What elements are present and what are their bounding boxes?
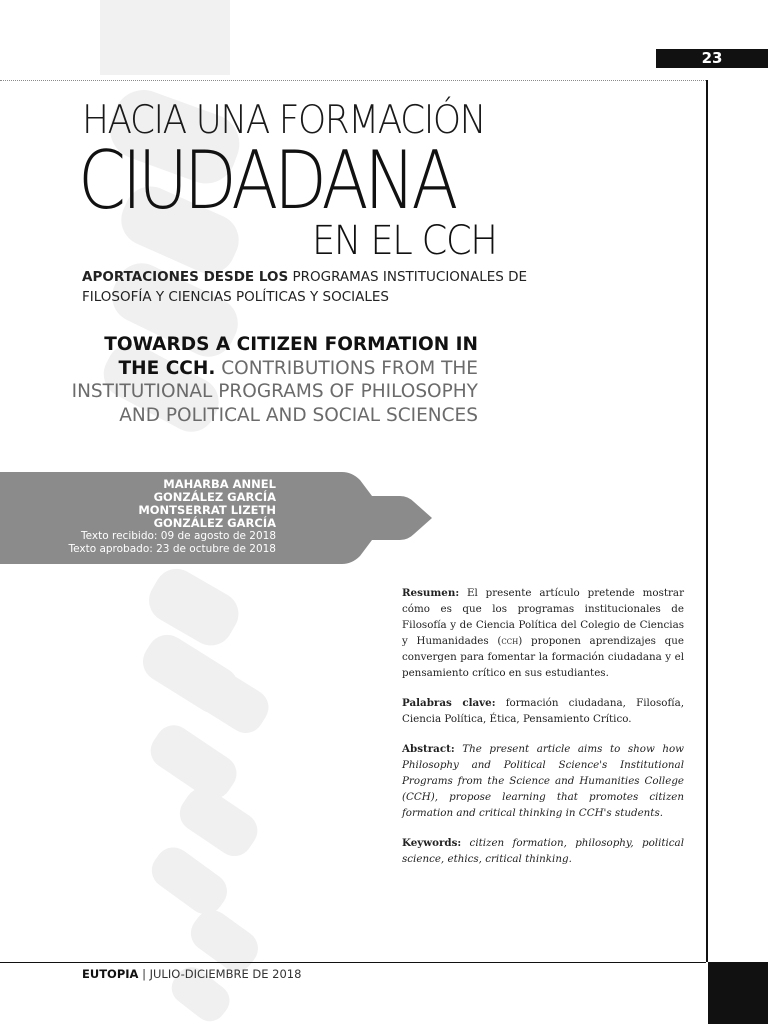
resumen-text-1: El presente artículo pretende mostrar cómo es que los programas institucionales de Filosofía y de Ciencia Política del Colegio de Ciencias y Humanidades ( (402, 587, 684, 647)
english-title (70, 333, 478, 427)
keywords-paragraph (402, 835, 684, 867)
corner-block (708, 962, 768, 1024)
author-2-line2: GONZÁLEZ GARCÍA (153, 516, 276, 530)
subtitle-rest: PROGRAMAS INSTITUCIONALES DE FILOSOFÍA Y CIENCIAS POLÍTICAS Y SOCIALES (82, 269, 528, 305)
resumen-label: Resumen: (402, 587, 460, 599)
abstract-label: Abstract: (402, 743, 455, 755)
approved-date: Texto aprobado: 23 de octubre de 2018 (68, 543, 276, 555)
page-footer (82, 967, 301, 981)
keywords-label: Keywords: (402, 837, 462, 849)
article-title-line2: CIUDADANA (78, 134, 455, 227)
footer-separator: | (138, 967, 150, 981)
article-subtitle (82, 267, 562, 307)
subtitle-bold: APORTACIONES DESDE LOS (82, 269, 289, 285)
author-1-line2: GONZÁLEZ GARCÍA (153, 490, 276, 504)
keywords-text: citizen formation, philosophy, political science, ethics, critical thinking. (402, 837, 684, 865)
page-number: 23 (656, 49, 768, 68)
author-1-line1: MAHARBA ANNEL (163, 477, 276, 491)
article-title-line1: HACIA UNA FORMACIÓN (82, 98, 485, 143)
palabras-clave-paragraph (402, 695, 684, 727)
resumen-cch: cch (501, 635, 519, 647)
header-dotted-rule (0, 80, 706, 81)
issue-date: JULIO-DICIEMBRE DE 2018 (149, 967, 302, 981)
english-title-bold: TOWARDS A CITIZEN FORMATION IN THE CCH. (104, 334, 478, 379)
abstract-text: The present article aims to show how Philosophy and Political Science's Institutional Programs from the Science and Humanities College (CCH), propose learning that promotes citizen formation and critical thinking in CCH's students. (402, 743, 684, 819)
article-title-line3: EN EL CCH (312, 218, 497, 264)
resumen-paragraph (402, 585, 684, 681)
journal-name: EUTOPIA (82, 967, 139, 981)
palabras-text: formación ciudadana, Filosofía, Ciencia Política, Ética, Pensamiento Crítico. (402, 697, 685, 725)
author-2-line1: MONTSERRAT LIZETH (138, 503, 276, 517)
palabras-label: Palabras clave: (402, 697, 496, 709)
abstract-paragraph (402, 741, 684, 821)
resumen-text-2: ) proponen aprendizajes que convergen para fomentar la formación ciudadana y el pensamiento crítico en sus estudiantes. (402, 635, 684, 679)
footer-rule (0, 962, 706, 963)
english-title-rest: CONTRIBUTIONS FROM THE INSTITUTIONAL PROGRAMS OF PHILOSOPHY AND POLITICAL AND SOCIAL SCIENCES (71, 357, 478, 426)
author-block (0, 478, 276, 556)
abstract-block (402, 585, 684, 881)
right-margin-rule (706, 80, 708, 962)
received-date: Texto recibido: 09 de agosto de 2018 (81, 530, 276, 542)
